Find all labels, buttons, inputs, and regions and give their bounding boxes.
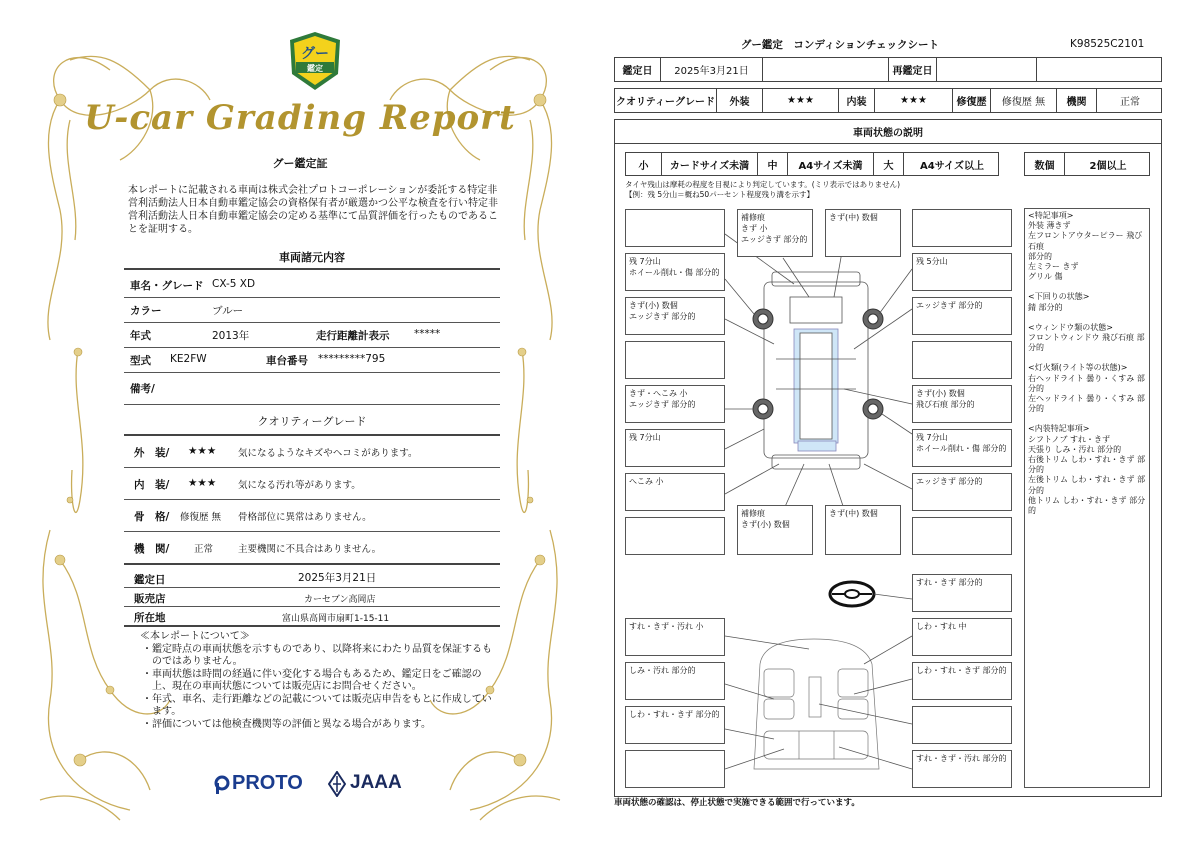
divider — [124, 499, 500, 500]
tire-note-2: 【例：残 5分山＝概ね50パーセント程度残り溝を示す】 — [625, 190, 815, 199]
note-item: ・年式、車名、走行距離などの記載については販売店申告をもとに作成しています。 — [142, 693, 492, 717]
count-desc: 2個以上 — [1089, 160, 1127, 172]
size-large-desc: A4サイズ以上 — [920, 160, 984, 172]
date-value: 2025年3月21日 — [298, 572, 377, 584]
date-row — [614, 57, 1162, 82]
color-value: ブルー — [212, 305, 244, 317]
steering-wheel-icon — [830, 582, 874, 606]
spacer — [1028, 353, 1146, 363]
damage-note-box: きず(小) 数個 エッジきず 部分的 — [625, 297, 725, 335]
divider — [124, 587, 500, 588]
engine-value: 正常 — [1120, 97, 1140, 108]
redate-value — [937, 58, 1037, 81]
redate-label: 再鑑定日 — [889, 58, 937, 81]
car-exterior-diagram — [764, 272, 868, 469]
date-label: 鑑定日 — [615, 58, 661, 81]
int-label: 内装 — [839, 89, 875, 112]
svg-text:鑑定: 鑑定 — [307, 64, 323, 73]
note-item: ・車両状態は時間の経過に伴い変化する場合もあるため、鑑定日をご確認の上、現在の車両状態については販売店にお問合せください。 — [142, 668, 482, 692]
repair-value: 修復歴 無 — [991, 89, 1057, 112]
proto-logo: PROTO — [232, 772, 303, 794]
interior-label: 内 装/ — [134, 479, 170, 491]
damage-note-box: エッジきず 部分的 — [912, 473, 1012, 511]
note-line: <下回りの状態> — [1028, 292, 1090, 302]
note-line: シフトノブ すれ・きず — [1028, 434, 1111, 444]
special-notes-panel — [1024, 208, 1150, 788]
count-label: 数個 — [1025, 153, 1065, 175]
report-notes — [140, 631, 495, 731]
note-line: 右ヘッドライト 曇り・くすみ 部分的 — [1028, 373, 1145, 393]
int-value: ★★★ — [875, 89, 953, 112]
damage-note-box: へこみ 小 — [625, 473, 725, 511]
date-label: 鑑定日 — [134, 574, 166, 586]
damage-note-box: きず(小) 数個 飛び石痕 部分的 — [912, 385, 1012, 423]
exterior-label: 外 装/ — [134, 447, 170, 459]
size-small-desc: カードサイズ未満 — [662, 153, 758, 175]
interior-note-box: すれ・きず・汚れ 部分的 — [912, 750, 1012, 788]
damage-note-box — [912, 209, 1012, 247]
size-large-label: 大 — [874, 153, 904, 175]
size-small-label: 小 — [626, 153, 662, 175]
address-value: 富山県高岡市扇町1-15-11 — [282, 614, 390, 624]
exterior-stars: ★★★ — [188, 445, 217, 457]
note-line: <内装特記事項> — [1028, 424, 1090, 434]
frame-label: 骨 格/ — [134, 511, 170, 523]
damage-note-box: きず・へこみ 小 エッジきず 部分的 — [625, 385, 725, 423]
date-value: 2025年3月21日 — [661, 58, 763, 81]
divider — [124, 322, 500, 323]
note-line: フロントウィンドウ 飛び石痕 部分的 — [1028, 333, 1145, 353]
damage-note-box — [625, 209, 725, 247]
note-line: グリル 傷 — [1028, 272, 1063, 282]
damage-note-box: きず(中) 数個 — [825, 209, 901, 257]
engine-label: 機関 — [1057, 89, 1097, 112]
year-value: 2013年 — [212, 330, 250, 342]
quality-heading: クオリティーグレード — [257, 415, 367, 428]
size-medium-label: 中 — [758, 153, 788, 175]
color-label: カラー — [130, 305, 162, 317]
model-label: 型式 — [130, 355, 151, 367]
empty-cell — [1037, 58, 1163, 81]
interior-note-box — [625, 750, 725, 788]
note-line: 左ヘッドライト 曇り・くすみ 部分的 — [1028, 394, 1145, 414]
interior-note-box: しみ・汚れ 部分的 — [625, 662, 725, 700]
divider — [124, 467, 500, 468]
interior-note-box: しわ・すれ 中 — [912, 618, 1012, 656]
ext-value: ★★★ — [763, 89, 839, 112]
note-item: ・評価については他検査機関等の評価と異なる場合があります。 — [142, 718, 431, 730]
damage-note-box: きず(中) 数個 — [825, 505, 901, 555]
damage-note-box — [625, 341, 725, 379]
interior-note-box — [912, 706, 1012, 744]
report-script-title: U-car Grading Report — [84, 98, 516, 138]
interior-note-box: すれ・きず 部分的 — [912, 574, 1012, 612]
grade-label: クオリティーグレード — [615, 89, 717, 112]
goo-kantei-badge-icon — [286, 30, 344, 92]
divider — [124, 404, 500, 405]
spacer — [1028, 282, 1146, 292]
divider — [124, 625, 500, 627]
divider — [124, 297, 500, 298]
address-label: 所在地 — [134, 612, 166, 624]
interior-note-box: すれ・きず・汚れ 小 — [625, 618, 725, 656]
note-line: 外装 薄きず — [1028, 221, 1071, 231]
damage-note-box: エッジきず 部分的 — [912, 297, 1012, 335]
note-line: 天張り しみ・汚れ 部分的 — [1028, 444, 1122, 454]
damage-note-box: 残 7分山 ホイール削れ・傷 部分的 — [625, 253, 725, 291]
spacer — [1028, 313, 1146, 323]
section-title: 車両状態の説明 — [614, 119, 1162, 144]
spec-heading: 車両諸元内容 — [279, 251, 345, 264]
sheet-code: K98525C2101 — [1070, 38, 1145, 50]
engine-value: 正常 — [194, 544, 214, 555]
damage-note-box: 残 7分山 ホイール削れ・傷 部分的 — [912, 429, 1012, 467]
grade-row — [614, 88, 1162, 113]
sheet-footer-note: 車両状態の確認は、停止状態で実施できる範囲で行っています。 — [614, 798, 860, 808]
exterior-text: 気になるようなキズやヘコミがあります。 — [238, 448, 418, 459]
repair-label: 修復歴 — [953, 89, 991, 112]
shop-label: 販売店 — [134, 593, 166, 605]
size-medium-desc: A4サイズ未満 — [788, 153, 874, 175]
proto-logo-icon — [214, 775, 230, 795]
divider — [124, 563, 500, 565]
note-line: <特記事項> — [1028, 211, 1074, 220]
chassis-label: 車台番号 — [266, 355, 308, 367]
mileage-value: ***** — [414, 328, 441, 340]
model-value: KE2FW — [170, 353, 207, 365]
tire-note-1: タイヤ残山は摩耗の程度を目視により判定しています。(ミリ表示ではありません) — [625, 180, 901, 189]
interior-text: 気になる汚れ等があります。 — [238, 480, 361, 491]
sheet-title: グー鑑定 コンディションチェックシート — [740, 39, 940, 51]
note-line: <灯火類(ライト等の状態)> — [1028, 363, 1128, 373]
certificate-statement: 本レポートに記載される車両は株式会社プロトコーポレーションが委託する特定非営利活動法人日本自動車鑑定協会の資格保有者が厳選かつ公平な検査を行い特定非営利活動法人日本自動車鑑定協会の定める基準にて品質評価を行ったものであることを証明する。 — [128, 185, 498, 235]
mileage-label: 走行距離計表示 — [316, 330, 390, 342]
interior-note-box: しわ・すれ・きず 部分的 — [625, 706, 725, 744]
frame-value: 修復歴 無 — [180, 512, 222, 523]
divider — [124, 372, 500, 373]
spacer — [1028, 414, 1146, 424]
car-name-label: 車名・グレード — [130, 280, 204, 292]
chassis-value: *********795 — [318, 353, 386, 365]
note-line: 他トリム しわ・すれ・きず 部分的 — [1028, 495, 1146, 516]
note-line: 左後トリム しわ・すれ・きず 部分的 — [1028, 475, 1146, 495]
damage-note-box: 補修痕 きず 小 エッジきず 部分的 — [737, 209, 813, 257]
engine-text: 主要機関に不具合はありません。 — [238, 544, 382, 555]
note-line: 右後トリム しわ・すれ・きず 部分的 — [1028, 455, 1146, 475]
empty-cell — [763, 58, 889, 81]
divider — [124, 606, 500, 607]
damage-note-box — [912, 517, 1012, 555]
interior-note-box: しわ・すれ・きず 部分的 — [912, 662, 1012, 700]
divider — [124, 434, 500, 436]
ext-label: 外装 — [717, 89, 763, 112]
damage-note-box — [912, 341, 1012, 379]
note-line: <ウィンドウ類の状態> — [1028, 322, 1113, 332]
damage-note-box: 補修痕 きず(小) 数個 — [737, 505, 813, 555]
svg-text:グー: グー — [301, 46, 329, 62]
notes-title: ≪本レポートについて≫ — [140, 631, 250, 642]
remarks-label: 備考/ — [130, 383, 155, 395]
note-line: 部分的 — [1028, 251, 1052, 261]
damage-note-box: 残 5分山 — [912, 253, 1012, 291]
interior-stars: ★★★ — [188, 477, 217, 489]
note-item: ・鑑定時点の車両状態を示すものであり、以降将来にわたり品質を保証するものではありません。 — [142, 643, 492, 667]
certificate-subtitle: グー鑑定証 — [272, 157, 328, 170]
year-label: 年式 — [130, 330, 151, 342]
note-line: 左フロントアウターピラー 飛び石痕 — [1028, 231, 1143, 251]
divider — [124, 347, 500, 348]
frame-text: 骨格部位に異常はありません。 — [238, 512, 372, 523]
shop-value: カーセブン高岡店 — [304, 595, 376, 605]
car-name-value: CX-5 XD — [212, 278, 256, 290]
divider — [124, 531, 500, 532]
damage-note-box: 残 7分山 — [625, 429, 725, 467]
note-line: 左ミラー きず — [1028, 262, 1079, 272]
jaaa-logo-icon — [328, 771, 346, 797]
jaaa-logo: JAAA — [350, 772, 402, 793]
note-line: 錆 部分的 — [1028, 302, 1063, 312]
divider — [124, 268, 500, 270]
damage-note-box — [625, 517, 725, 555]
engine-label: 機 関/ — [134, 543, 170, 555]
car-interior-diagram — [754, 639, 879, 769]
